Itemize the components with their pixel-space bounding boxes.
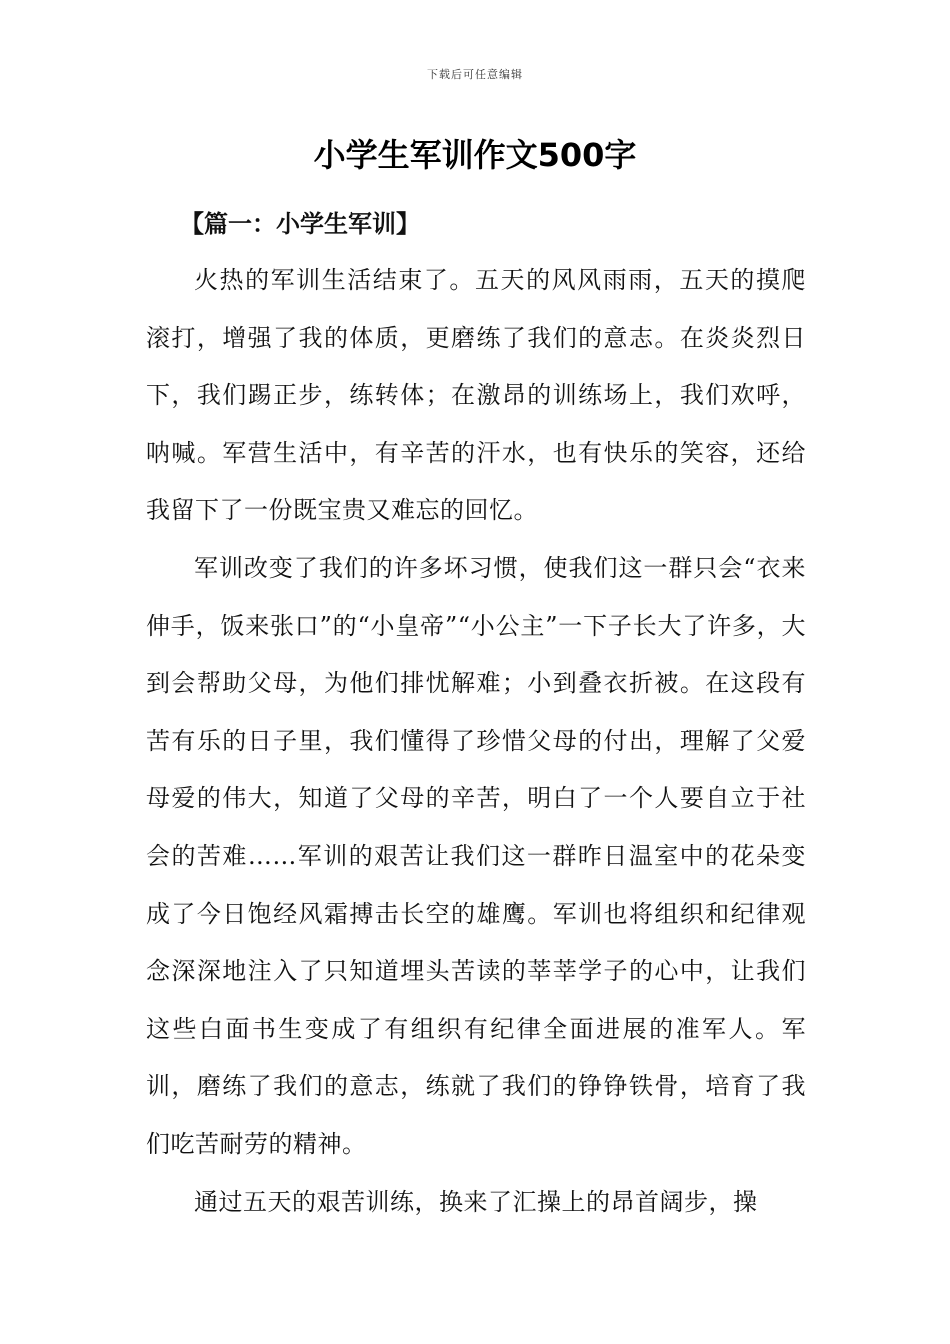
section-heading: 【篇一：小学生军训】 [180, 209, 420, 238]
paragraph-3: 通过五天的艰苦训练，换来了汇操上的昂首阔步，操 [194, 1187, 758, 1216]
header-note: 下载后可任意编辑 [427, 68, 523, 81]
body-text [146, 252, 806, 1231]
paragraph-1: 火热的军训生活结束了。五天的风风雨雨，五天的摸爬滚打，增强了我的体质，更磨练了我们的意志。在炎炎烈日下，我们踢正步，练转体；在激昂的训练场上，我们欢呼，呐喊。军营生活中，有辛苦的汗水，也有快乐的笑容，还给我留下了一份既宝贵又难忘的回忆。 [146, 266, 806, 525]
paragraph-2: 军训改变了我们的许多坏习惯，使我们这一群只会“衣来伸手，饭来张口”的“小皇帝”“小公主”一下子长大了许多，大到会帮助父母，为他们排忧解难；小到叠衣折被。在这段有苦有乐的日子里，我们懂得了珍惜父母的付出，理解了父爱母爱的伟大，知道了父母的辛苦，明白了一个人要自立于社会的苦难……军训的艰苦让我们这一群昨日温室中的花朵变成了今日饱经风霜搏击长空的雄鹰。军训也将组织和纪律观念深深地注入了只知道埋头苦读的莘莘学子的心中，让我们这些白面书生变成了有组织有纪律全面进展的准军人。军训，磨练了我们的意志，练就了我们的铮铮铁骨，培育了我们吃苦耐劳的精神。 [146, 553, 806, 1158]
document-title: 小学生军训作文500字 [313, 136, 637, 174]
